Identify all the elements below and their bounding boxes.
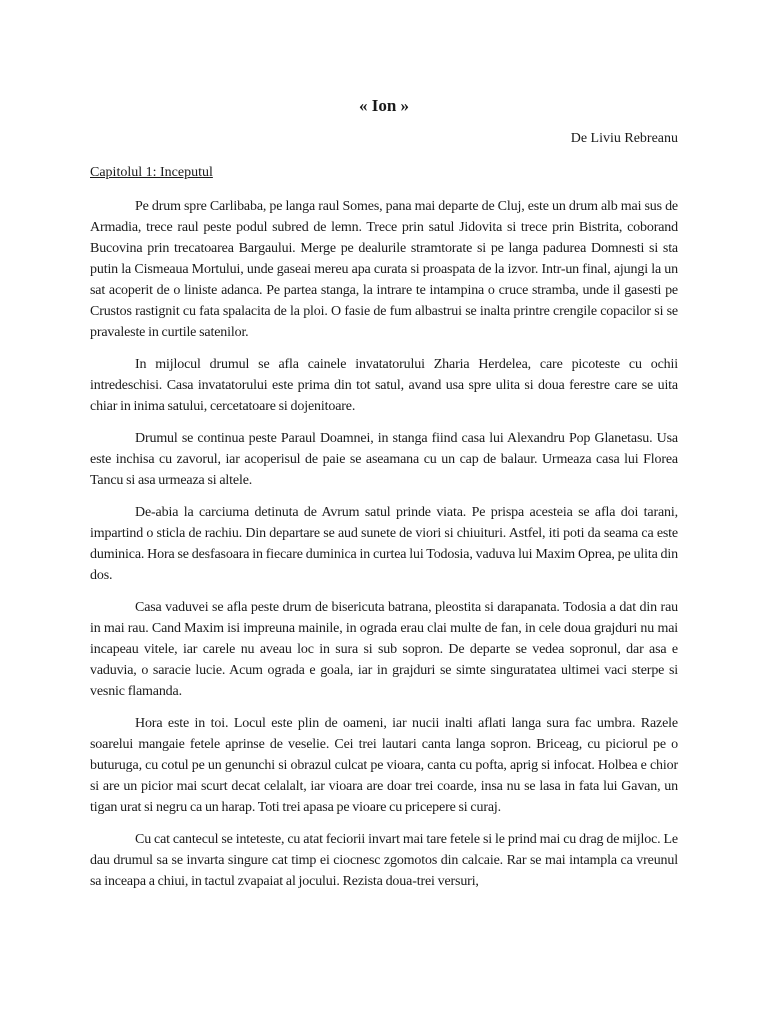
- chapter-heading: Capitolul 1: Inceputul: [90, 165, 213, 180]
- paragraph-3: Drumul se continua peste Paraul Doamnei, in stanga fiind casa lui Alexandru Pop Glanetasu. Usa este inchisa cu zavorul, iar acoperisul de paie se aseamana cu un cap de balaur. Urmeaza casa lui Florea Tancu si asa urmeaza si altele.: [90, 431, 678, 488]
- document-author: De Liviu Rebreanu: [570, 131, 678, 146]
- paragraph-5: Casa vaduvei se afla peste drum de bisericuta batrana, pleostita si darapanata. Todosia a dat din rau in mai rau. Cand Maxim isi impreuna mainile, in ograda erau clai multe de fan, in cele doua grajduri nu mai incapeau vitele, iar carele nu aveau loc in sura si sub sopron. De departe se vedea sopronul, dar asa e vaduvia, o saracie lucie. Acum ograda e goala, iar in grajduri se simte singuratatea ultimei vaci sterpe si vesnic flamanda.: [90, 600, 678, 699]
- paragraph-2: In mijlocul drumul se afla cainele invatatorului Zharia Herdelea, care picoteste cu ochii intredeschisi. Casa invatatorului este prima din tot satul, avand usa spre ulita si doua ferestre care se uita chiar in inima satului, cercetatoare si dojenitoare.: [90, 357, 678, 414]
- paragraph-7: Cu cat cantecul se inteteste, cu atat feciorii invart mai tare fetele si le prind mai cu drag de mijloc. Le dau drumul sa se invarta singure cat timp ei ciocnesc zgomotos din calcaie. Rar se mai intampla ca vreunul sa inceapa a chiui, in tactul zvapaiat al jocului. Rezista doua-trei versuri,: [90, 832, 678, 889]
- document-title: « Ion »: [358, 96, 410, 115]
- paragraph-6: Hora este in toi. Locul este plin de oameni, iar nucii inalti aflati langa sura fac umbra. Razele soarelui mangaie fetele aprinse de veselie. Cei trei lautari canta langa sopron. Briceag, cu piciorul pe o buturuga, cu cotul pe un genunchi si obrazul culcat pe vioara, canta cu pofta, aprig si infocat. Holbea e chior si are un picior mai scurt decat celalalt, iar vioara are doar trei coarde, insa nu se lasa in fata lui Gavan, un tigan urat si negru ca un harap. Toti trei apasa pe vioare cu pricepere si curaj.: [90, 716, 678, 815]
- paragraph-1: Pe drum spre Carlibaba, pe langa raul Somes, pana mai departe de Cluj, este un drum alb mai sus de Armadia, trece raul peste podul subred de lemn. Trece prin satul Jidovita si trece prin Bistrita, coborand Bucovina prin trecatoarea Bargaului. Merge pe dealurile stramtorate si pe langa padurea Domnesti si sta putin la Cismeaua Mortului, unde gaseai mereu apa curata si proaspata de la izvor. Intr-un final, ajungi la un sat acoperit de o liniste adanca. Pe partea stanga, la intrare te intampina o cruce stramba, unde il gasesti pe Crustos rastignit cu fata spalacita de la ploi. O fasie de fum albastrui se inalta printre crengile copacilor si se pravaleste in curtile satenilor.: [90, 199, 678, 340]
- paragraph-4: De-abia la carciuma detinuta de Avrum satul prinde viata. Pe prispa acesteia se afla doi tarani, impartind o sticla de rachiu. Din departare se aud sunete de viori si chiuituri. Astfel, iti poti da seama ca este duminica. Hora se desfasoara in fiecare duminica in curtea lui Todosia, vaduva lui Maxim Oprea, pe ulita din dos.: [90, 505, 678, 583]
- document-body: [90, 196, 678, 903]
